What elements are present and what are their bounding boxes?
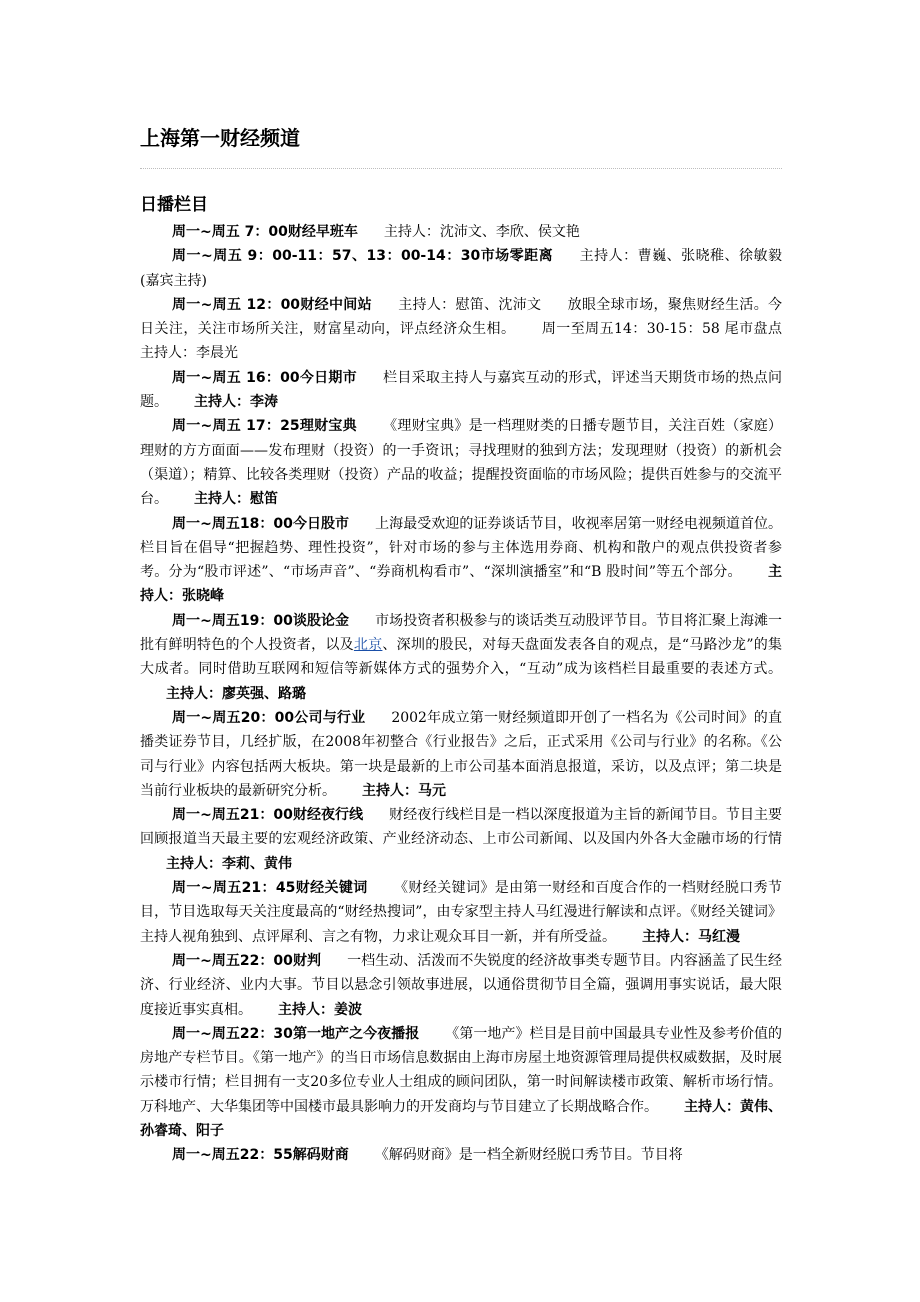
program-name: 谈股论金 (292, 612, 350, 629)
program-description: 放眼全球市场，聚焦财经生活。今日关注，关注市场所关注，财富星动向，评点经济众生相。 (140, 296, 783, 338)
program-hosts: 姜波 (334, 1001, 362, 1018)
program-time: 周一~周五21：45 (172, 880, 296, 897)
program-hosts: 马红漫 (698, 928, 740, 945)
host-label: 主持人： (362, 782, 418, 799)
host-label: 主持人： (278, 1001, 334, 1018)
program-item (140, 512, 782, 609)
program-time: 周一~周五22：55 (172, 1147, 293, 1164)
program-extra: 周一至周五14：30-15：58 尾市盘点 主持人：李晨光 (140, 321, 782, 362)
program-item (140, 1143, 782, 1167)
title-divider (140, 168, 782, 169)
program-name: 财经关键词 (295, 880, 368, 897)
program-item (140, 949, 782, 1022)
host-label: 主持人： (579, 248, 638, 265)
program-name: 今日期市 (299, 369, 357, 386)
host-label: 主持人： (383, 224, 440, 240)
host-label: 主持人： (194, 394, 250, 411)
program-item (140, 366, 782, 415)
program-name: 财经早班车 (287, 224, 358, 240)
program-time: 周一~周五18：00 (172, 515, 293, 532)
program-name: 财判 (292, 952, 322, 969)
program-item (140, 414, 782, 511)
program-description: 《财经关键词》是由第一财经和百度合作的一档财经脱口秀节目，节目选取每天关注度最高的“财经热搜词”，由专家型主持人马红漫进行解读和点评。《财经关键词》主持人视角独到、点评犀利、言之有物，力求让观众耳目一新，并有所受益。 (140, 880, 782, 945)
program-name: 理财宝典 (299, 418, 357, 435)
program-item (140, 244, 782, 293)
host-label: 主持人： (642, 928, 698, 945)
program-time: 周一~周五 17：25 (172, 418, 300, 435)
program-time: 周一~周五20：00 (172, 709, 295, 726)
program-description: 栏目采取主持人与嘉宾互动的形式，评述当天期货市场的热点问题。 (140, 369, 783, 411)
program-time: 周一~周五22：30 (172, 1025, 293, 1042)
program-description: 财经夜行线栏目是一档以深度报道为主旨的新闻节目。节目主要回顾报道当天最主要的宏观经济政策、产业经济动态、上市公司新闻、以及国内外各大金融市场的行情 (140, 807, 783, 848)
program-description: 《第一地产》栏目是目前中国最具专业性及参考价值的房地产专栏节目。《第一地产》的当日市场信息数据由上海市房屋土地资源管理局提供权威数据，及时展示楼市行情；栏目拥有一支20多位专业人士组成的顾问团队，第一时间解读楼市政策、解析市场行情。万科地产、大华集团等中国楼市最具影响力的开发商均与节目建立了长期战略合作。 (140, 1025, 783, 1115)
host-label: 主持人： (166, 855, 222, 872)
program-list (140, 220, 782, 1168)
beijing-link[interactable]: 北京 (353, 637, 383, 654)
program-name: 解码财商 (292, 1147, 349, 1164)
program-description: 市场投资者积极参与的谈话类互动股评节目。节目将汇聚上海滩一批有鲜明特色的个人投资者，以及 (140, 612, 783, 654)
host-label: 主持人： (684, 1098, 740, 1115)
program-item (140, 803, 782, 876)
program-hosts: 张晓峰 (182, 588, 224, 605)
program-name: 今日股市 (292, 515, 350, 532)
program-hosts: 马元 (418, 782, 446, 799)
program-description: 一档生动、活泼而不失锐度的经济故事类专题节目。内容涵盖了民生经济、行业经济、业内大事。节目以悬念引领故事进展，以通俗贯彻节目全篇，强调用事实说话，最大限度接近事实真相。 (140, 952, 783, 1018)
program-description-continued: 、深圳的股民，对每天盘面发表各自的观点，是“马路沙龙”的集大成者。同时借助互联网和短信等新媒体方式的强势介入，“互动”成为该档栏目最重要的表述方式。 (140, 637, 782, 678)
program-time: 周一~周五22：00 (172, 952, 293, 969)
program-time: 周一~周五21：00 (172, 807, 293, 824)
program-item (140, 220, 782, 244)
program-description: 上海最受欢迎的证券谈话节目，收视率居第一财经电视频道首位。栏目旨在倡导“把握趋势、理性投资”，针对市场的参与主体选用券商、机构和散户的观点供投资者参考。分为“股市评述”、“市场声音”、“券商机构看市”、“深圳演播室”和“B 股时间”等五个部分。 (140, 515, 783, 581)
program-item (140, 1022, 782, 1143)
host-label: 主持人： (397, 296, 456, 313)
program-hosts: 廖英强、路璐 (222, 685, 306, 702)
program-item (140, 293, 782, 366)
host-label: 主持人： (140, 564, 782, 605)
program-description: 2002年成立第一财经频道即开创了一档名为《公司时间》的直播类证券节目，几经扩版，在2008年初整合《行业报告》之后，正式采用《公司与行业》的名称。《公司与行业》内容包括两大板块。第一块是最新的上市公司基本面消息报道，采访，以及点评；第二块是当前行业板块的最新研究分析。 (140, 709, 782, 799)
program-hosts: 曹巍、张晓稚、徐敏毅(嘉宾主持) (140, 248, 783, 289)
section-title: 日播栏目 (140, 195, 208, 215)
program-name: 财经夜行线 (292, 807, 364, 824)
program-name: 市场零距离 (480, 248, 554, 265)
program-hosts: 李涛 (250, 394, 278, 411)
host-label: 主持人： (166, 685, 222, 702)
program-description: 《解码财商》是一档全新财经脱口秀节目。节目将 (374, 1147, 683, 1164)
program-item (140, 876, 782, 949)
program-item (140, 706, 782, 803)
page-title: 上海第一财经频道 (140, 126, 300, 150)
host-label: 主持人： (194, 491, 250, 508)
program-name: 财经中间站 (300, 296, 372, 313)
program-item (140, 609, 782, 706)
program-time: 周一~周五 9：00-11：57、13：00-14：30 (172, 248, 481, 265)
program-hosts: 慰笛、沈沛文 (455, 296, 542, 313)
program-hosts: 李莉、黄伟 (222, 855, 292, 872)
program-hosts: 黄伟、孙睿琦、阳子 (140, 1098, 782, 1139)
program-hosts: 慰笛 (250, 491, 278, 508)
program-hosts: 沈沛文、李欣、侯文艳 (439, 224, 580, 240)
program-time: 周一~周五 16：00 (172, 369, 300, 386)
program-description: 《理财宝典》是一档理财类的日播专题节目，关注百姓（家庭）理财的方方面面——发布理财（投资）的一手资讯；寻找理财的独到方法；发现理财（投资）的新机会（渠道）；精算、比较各类理财（投资）产品的收益；提醒投资面临的市场风险；提供百姓参与的交流平台。 (140, 418, 783, 508)
program-name: 第一地产之今夜播报 (292, 1025, 420, 1042)
program-time: 周一~周五 12：00 (172, 296, 301, 313)
program-time: 周一~周五 7：00 (172, 224, 288, 240)
program-time: 周一~周五19：00 (172, 612, 293, 629)
program-name: 公司与行业 (294, 709, 366, 726)
